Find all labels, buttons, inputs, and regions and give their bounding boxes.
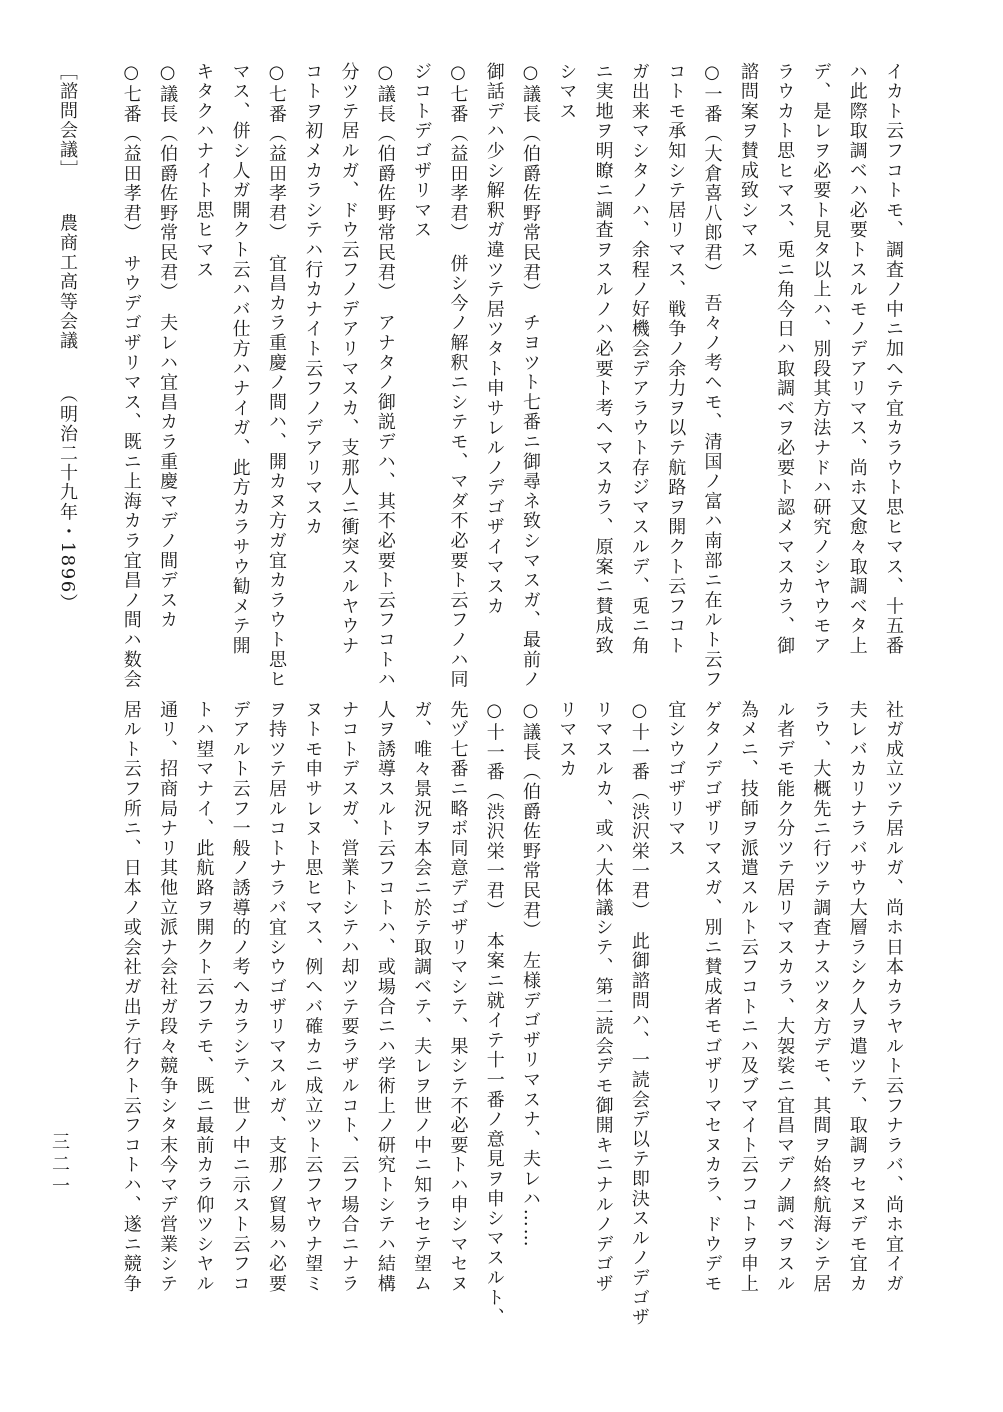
text-line: 分ツテ居ルガ、ドウ云フノデアリマスカ、支那人ニ衝突スルヤウナ [338,62,360,656]
text-line: ル者デモ能ク分ツテ居リマスカラ、大袈裟ニ宜昌マデノ調ベヲスル [774,700,796,1294]
text-line: ジコトデゴザリマス [411,62,433,241]
header-date: （明治二十九年・1896） [57,384,78,614]
text-line: ○議長（伯爵佐野常民君） アナタノ御説デハ、其不必要ト云フコトハ [374,62,396,690]
text-line: リマスカ [556,700,578,780]
text-line: ラウカト思ヒマス、兎ニ角今日ハ取調ベヲ必要ト認メマスカラ、御 [774,62,796,656]
text-line: ○七番（益田孝君） 併シ今ノ解釈ニシテモ、マダ不必要ト云フノハ同 [447,62,469,690]
text-line: 先ヅ七番ニ略ボ同意デゴザリマシテ、果シテ不必要トハ申シマセヌ [447,700,469,1294]
text-line: ガ出来マシタノハ、余程ノ好機会デアラウト存ジマスルデ、兎ニ角 [628,62,650,656]
text-line: ガ、唯々景況ヲ本会ニ於テ取調ベテ、夫レヲ世ノ中ニ知ラセテ望ム [411,700,433,1294]
text-line: ゲタノデゴザリマスガ、別ニ賛成者モゴザリマセヌカラ、ドウデモ [701,700,723,1294]
text-line: ヲ持ツテ居ルコトナラバ宜シウゴザリマスルガ、支那ノ貿易ハ必要 [265,700,287,1294]
text-line: コトモ承知シテ居リマス、戦争ノ余力ヲ以テ航路ヲ開クト云フコト [665,62,687,656]
text-line: ○十一番（渋沢栄一君） 本案ニ就イテ十一番ノ意見ヲ申シマスルト、 [483,700,505,1328]
text-line: シマス [556,62,578,122]
text-line: コトヲ初メカラシテハ行カナイト云フノデアリマスカ [302,62,324,538]
text-line: ハ此際取調ベハ必要トスルモノデアリマス、尚ホ又愈々取調ベタ上 [846,62,868,656]
text-line: 御話デハ少シ解釈ガ違ツテ居ツタト申サレルノデゴザイマスカ [483,62,505,617]
text-line: 宜シウゴザリマス [665,700,687,859]
text-line: ○七番（益田孝君） 宜昌カラ重慶ノ間ハ、開カヌ方ガ宜カラウト思ヒ [265,62,287,690]
text-line: デ、是レヲ必要ト見タ以上ハ、別段其方法ナドハ研究ノシヤウモア [810,62,832,656]
header-title: 農商工高等会議 [57,213,78,351]
upper-text-block [71,62,911,690]
text-line: 社ガ成立ツテ居ルガ、尚ホ日本カラヤルト云フナラバ、尚ホ宜イガ [883,700,904,1294]
text-line: 人ヲ誘導スルト云フコトハ、或場合ニハ学術上ノ研究トシテハ結構 [374,700,396,1294]
text-line: マス、併シ人ガ開クト云ハバ仕方ハナイガ、此方カラサウ勧メテ開 [229,62,251,656]
running-header [40,62,80,622]
text-line: 諮問案ヲ賛成致シマス [737,62,759,260]
text-line: トハ望マナイ、此航路ヲ開クト云フテモ、既ニ最前カラ仰ツシヤル [193,700,215,1294]
text-line: 為メニ、技師ヲ派遣スルト云フコトニハ及ブマイト云フコトヲ申上 [737,700,759,1294]
text-line: ○七番（益田孝君） サウデゴザリマス、既ニ上海カラ宜昌ノ間ハ数会 [120,62,142,690]
text-line: ○議長（伯爵佐野常民君） 左様デゴザリマスナ、夫レハ…… [520,700,542,1249]
text-line: 居ルト云フ所ニ、日本ノ或会社ガ出テ行クト云フコトハ、遂ニ競争 [120,700,142,1294]
lower-text-block [71,700,911,1328]
page-number: 三二一 [49,1132,70,1198]
text-line: デアルト云フ一般ノ誘導的ノ考ヘカラシテ、世ノ中ニ示スト云フコ [229,700,251,1294]
text-line: ニ実地ヲ明瞭ニ調査ヲスルノハ必要ト考ヘマスカラ、原案ニ賛成致 [592,62,614,656]
text-line: ラウ、大概先ニ行ツテ調査ナスツタ方デモ、其間ヲ始終航海シテ居 [810,700,832,1294]
text-line: ○議長（伯爵佐野常民君） チヨツト七番ニ御尋ネ致シマスガ、最前ノ [520,62,542,690]
text-line: ○議長（伯爵佐野常民君） 夫レハ宜昌カラ重慶マデノ間デスカ [157,62,179,631]
text-line: ○一番（大倉喜八郎君） 吾々ノ考ヘモ、清国ノ富ハ南部ニ在ルト云フ [701,62,723,690]
text-line: 夫レバカリナラバサウ大層ラシク人ヲ遣ツテ、取調ヲセヌデモ宜カ [846,700,868,1294]
text-line: イカト云フコトモ、調査ノ中ニ加ヘテ宜カラウト思ヒマス、十五番 [883,62,904,656]
text-line: キタクハナイト思ヒマス [193,62,215,280]
text-line: リマスルカ、或ハ大体議シテ、第二読会デモ御開キニナルノデゴザ [592,700,614,1294]
text-line: 通リ、招商局ナリ其他立派ナ会社ガ段々競争シタ末今マデ営業シテ [157,700,179,1294]
text-line: ○十一番（渋沢栄一君） 此御諮問ハ、一読会デ以テ即決スルノデゴザ [628,700,650,1328]
text-line: ヌトモ申サレヌト思ヒマス、例ヘバ確カニ成立ツト云フヤウナ望ミ [302,700,324,1294]
text-line: ナコトデスガ、営業トシテハ却ツテ要ラザルコト、云フ場合ニナラ [338,700,360,1294]
header-section: ［諮問会議］ [57,62,78,180]
